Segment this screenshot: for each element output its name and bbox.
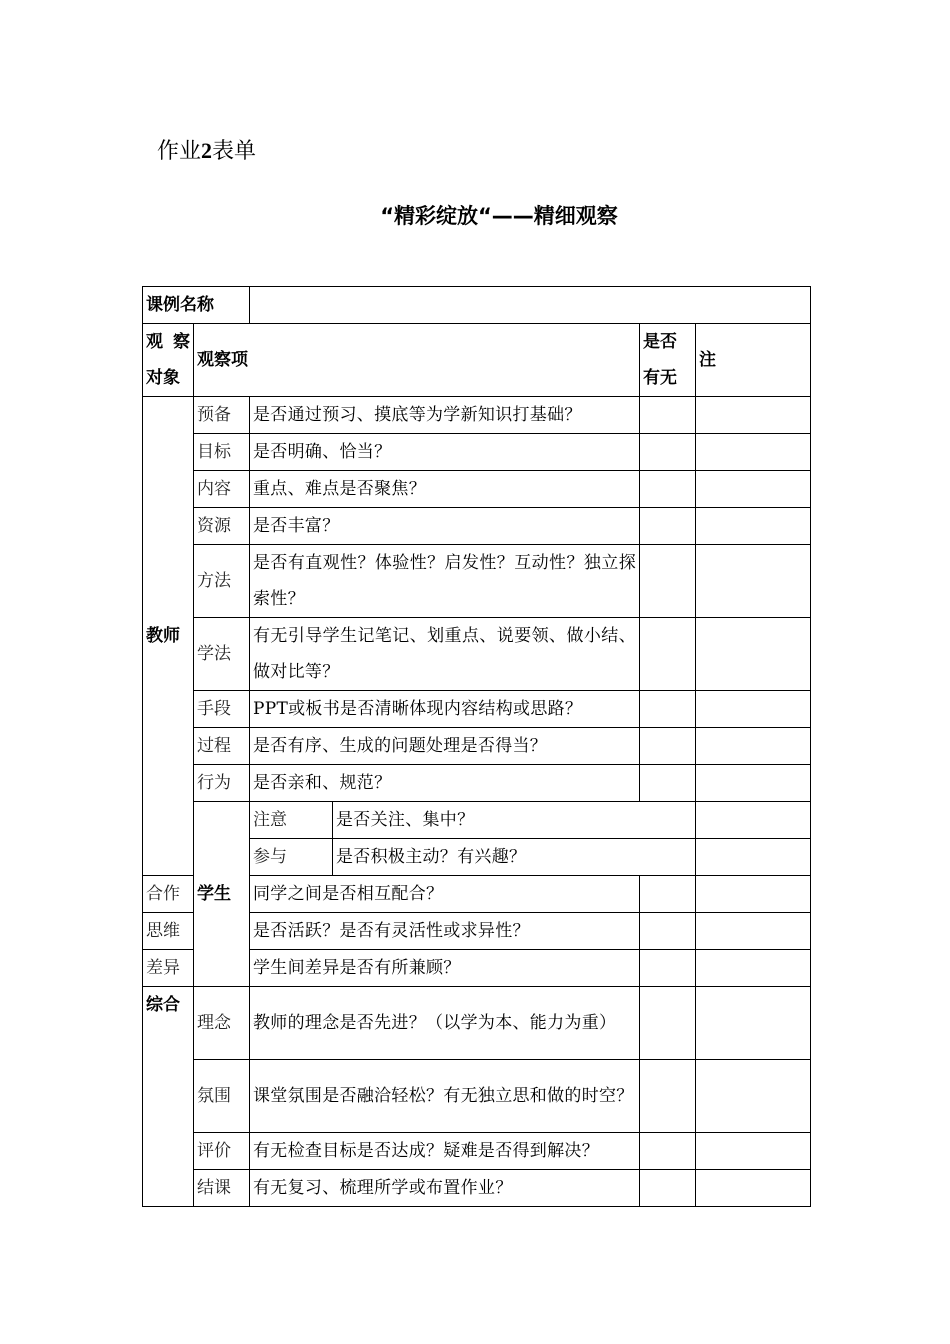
yesno-cell[interactable] [640,508,696,545]
sub-item: 预备 [194,397,250,434]
sub-item: 手段 [194,691,250,728]
note-cell[interactable] [696,728,811,765]
item-description: 是否关注、集中？ [333,802,696,839]
item-description: 是否明确、恰当？ [250,434,640,471]
note-cell[interactable] [696,1170,811,1207]
table-row [143,765,811,802]
item-description: 课堂氛围是否融洽轻松？有无独立思和做的时空？ [250,1060,640,1133]
table-row [143,618,811,691]
sub-item: 氛围 [194,1060,250,1133]
note-cell[interactable] [696,691,811,728]
heading-suffix: 表单 [212,139,257,164]
item-description: 重点、难点是否聚焦？ [250,471,640,508]
document-title: “精彩绽放“——精细观察 [380,204,618,228]
note-cell[interactable] [696,765,811,802]
item-description: 有无复习、梳理所学或布置作业？ [250,1170,640,1207]
sub-item: 思维 [143,913,194,950]
heading-prefix: 作业 [157,139,202,164]
group-student: 学生 [194,802,250,987]
yesno-cell[interactable] [696,839,811,876]
observation-table [142,286,811,1207]
yesno-cell[interactable] [640,728,696,765]
table-row [143,471,811,508]
sub-item: 差异 [143,950,194,987]
item-description: 是否活跃？是否有灵活性或求异性？ [250,913,640,950]
item-description: 教师的理念是否先进？（以学为本、能力为重） [250,987,640,1060]
yesno-cell[interactable] [640,1170,696,1207]
header-object [143,324,194,397]
lesson-name-label: 课例名称 [143,287,250,324]
document-heading [157,134,256,165]
table-row [143,508,811,545]
item-description: 同学之间是否相互配合？ [250,876,640,913]
sub-item: 评价 [194,1133,250,1170]
item-description: 有无引导学生记笔记、划重点、说要领、做小结、做对比等？ [250,618,640,691]
sub-item: 行为 [194,765,250,802]
yesno-cell[interactable] [640,1060,696,1133]
group-comprehensive: 综合 [143,987,194,1207]
note-cell[interactable] [696,508,811,545]
item-description: 是否丰富？ [250,508,640,545]
table-row [143,987,811,1060]
sub-item: 理念 [194,987,250,1060]
yesno-cell[interactable] [640,434,696,471]
table-row [143,434,811,471]
table-row [143,691,811,728]
sub-item: 目标 [194,434,250,471]
table-row [143,1133,811,1170]
note-cell[interactable] [696,618,811,691]
note-cell[interactable] [696,471,811,508]
sub-item: 注意 [250,802,333,839]
header-yesno-line2: 有无 [643,368,677,388]
item-description: 是否通过预习、摸底等为学新知识打基础？ [250,397,640,434]
sub-item: 方法 [194,545,250,618]
sub-item: 内容 [194,471,250,508]
note-cell[interactable] [696,950,811,987]
yesno-cell[interactable] [640,618,696,691]
table-row [143,1170,811,1207]
yesno-cell[interactable] [640,765,696,802]
item-description: 是否积极主动？有兴趣？ [333,839,696,876]
yesno-cell[interactable] [640,987,696,1060]
yesno-cell[interactable] [640,876,696,913]
sub-item: 学法 [194,618,250,691]
header-yesno [640,324,696,397]
table-row [143,728,811,765]
yesno-cell[interactable] [696,802,811,839]
item-description: PPT或板书是否清晰体现内容结构或思路？ [250,691,640,728]
yesno-cell[interactable] [640,397,696,434]
table-row [143,397,811,434]
lesson-name-field[interactable] [250,287,811,324]
note-cell[interactable] [696,876,811,913]
yesno-cell[interactable] [640,545,696,618]
item-description: 是否亲和、规范？ [250,765,640,802]
group-teacher: 教师 [143,397,194,876]
header-object-line2: 对象 [146,368,180,388]
item-description: 是否有序、生成的问题处理是否得当？ [250,728,640,765]
heading-number: 2 [201,138,213,163]
sub-item: 合作 [143,876,194,913]
note-cell[interactable] [696,1133,811,1170]
yesno-cell[interactable] [640,1133,696,1170]
note-cell[interactable] [696,1060,811,1133]
table-row [143,545,811,618]
yesno-cell[interactable] [640,950,696,987]
header-object-line1: 观 察 [146,332,190,352]
header-yesno-line1: 是否 [643,332,677,352]
table-row [143,802,811,839]
sub-item: 过程 [194,728,250,765]
note-cell[interactable] [696,545,811,618]
header-note: 注 [696,324,811,397]
note-cell[interactable] [696,397,811,434]
table-header-row [143,324,811,397]
note-cell[interactable] [696,913,811,950]
sub-item: 资源 [194,508,250,545]
lesson-name-row [143,287,811,324]
yesno-cell[interactable] [640,913,696,950]
header-item: 观察项 [194,324,640,397]
item-description: 学生间差异是否有所兼顾？ [250,950,640,987]
sub-item: 参与 [250,839,333,876]
item-description: 有无检查目标是否达成？疑难是否得到解决？ [250,1133,640,1170]
item-description: 是否有直观性？体验性？启发性？互动性？独立探索性？ [250,545,640,618]
note-cell[interactable] [696,434,811,471]
yesno-cell[interactable] [640,691,696,728]
note-cell[interactable] [696,987,811,1060]
yesno-cell[interactable] [640,471,696,508]
table-row [143,1060,811,1133]
sub-item: 结课 [194,1170,250,1207]
